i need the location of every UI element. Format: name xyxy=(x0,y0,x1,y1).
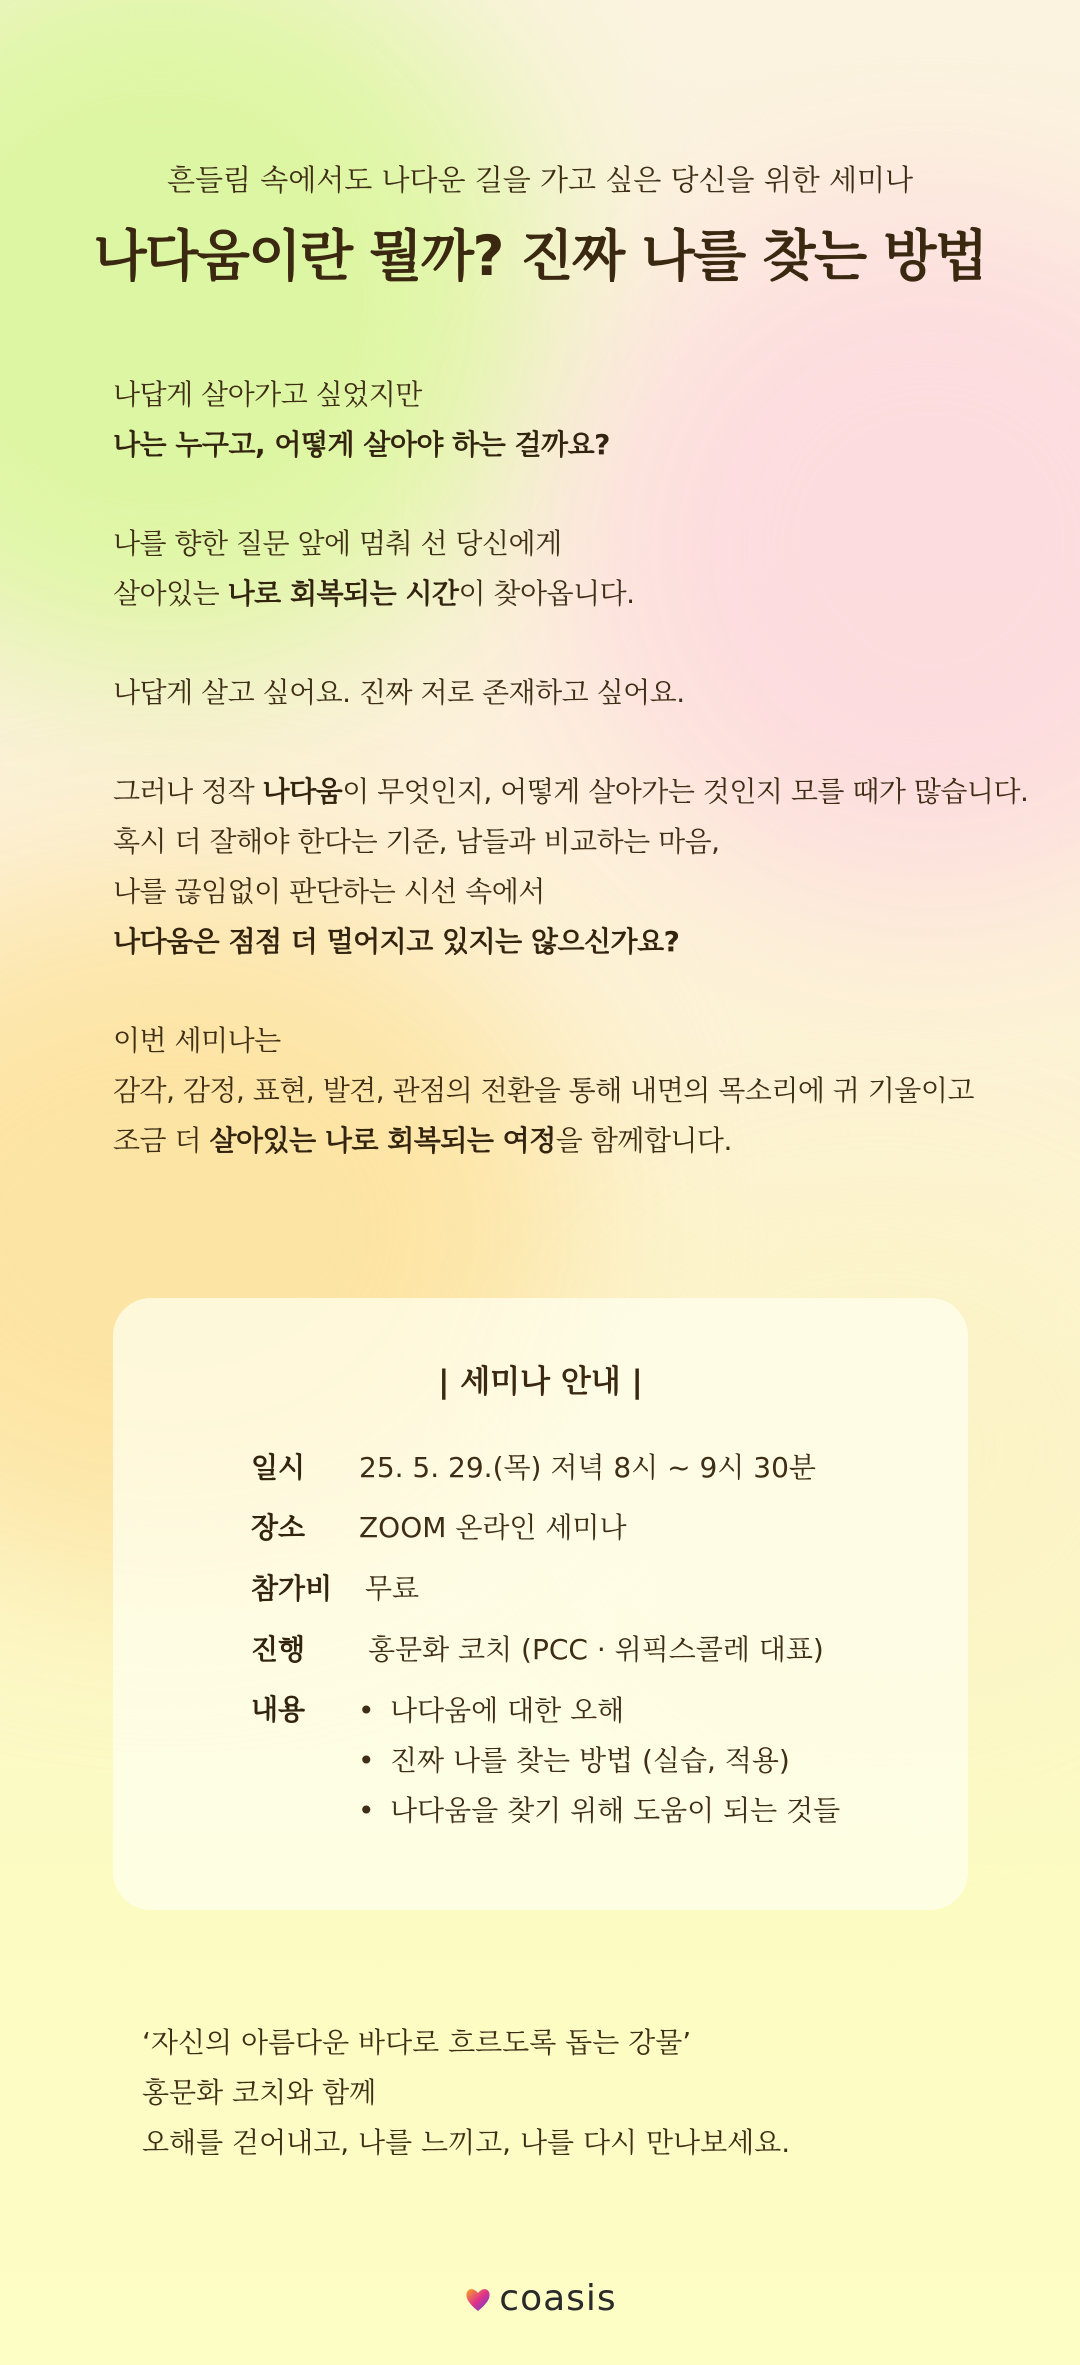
info-label: 진행 xyxy=(251,1633,306,1666)
intro-line: 나를 향한 질문 앞에 멈춰 선 당신에게 xyxy=(113,527,562,560)
closing-message xyxy=(142,2018,790,2168)
intro-line: 나답게 살고 싶어요. 진짜 저로 존재하고 싶어요. xyxy=(113,676,685,709)
text-segment: 이 무엇인지, 어떻게 살아가는 것인지 모를 때가 많습니다. xyxy=(342,775,1029,808)
intro-paragraph-1 xyxy=(113,370,1013,470)
info-row-date xyxy=(251,1446,816,1486)
info-row-host xyxy=(251,1628,824,1668)
page-title: 나다움이란 뭘까? 진짜 나를 찾는 방법 xyxy=(93,224,987,288)
text-segment: 그러나 정작 xyxy=(113,775,263,808)
logo-text: coasis xyxy=(499,2278,617,2319)
intro-line-bold xyxy=(113,917,1013,967)
bold-text: 나다움은 점점 더 멀어지고 있지는 않으신가요? xyxy=(113,925,680,958)
intro-line: 이번 세미나는 xyxy=(113,1024,281,1057)
closing-line: 오해를 걷어내고, 나를 느끼고, 나를 다시 만나보세요. xyxy=(142,2126,791,2159)
page-subtitle: 흔들림 속에서도 나다운 길을 가고 싶은 당신을 위한 세미나 xyxy=(166,163,914,197)
bold-text: 나다움 xyxy=(262,775,343,808)
list-item: • 나다움을 찾기 위해 도움이 되는 것들 xyxy=(358,1794,841,1827)
intro-paragraph-4 xyxy=(113,767,1029,967)
info-value: ZOOM 온라인 세미나 xyxy=(359,1511,627,1544)
content-list xyxy=(358,1686,840,1836)
info-row-place xyxy=(251,1506,627,1546)
bold-text: 나로 회복되는 시간 xyxy=(227,577,459,610)
text-segment: 조금 더 xyxy=(113,1124,210,1157)
list-item: • 나다움에 대한 오해 xyxy=(358,1694,625,1727)
info-value: 25. 5. 29.(목) 저녁 8시 ~ 9시 30분 xyxy=(359,1451,816,1484)
text-segment: 살아있는 xyxy=(113,577,228,610)
intro-paragraph-3 xyxy=(113,668,1013,718)
intro-line-bold xyxy=(113,420,1013,470)
list-item: • 진짜 나를 찾는 방법 (실습, 적용) xyxy=(358,1744,790,1777)
intro-line xyxy=(113,1116,1013,1166)
info-label: 내용 xyxy=(251,1693,306,1726)
info-label: 일시 xyxy=(251,1451,306,1484)
intro-line: 감각, 감정, 표현, 발견, 관점의 전환을 통해 내면의 목소리에 귀 기울이고 xyxy=(113,1074,974,1107)
text-segment: 을 함께합니다. xyxy=(555,1124,732,1157)
intro-line: 혹시 더 잘해야 한다는 기준, 남들과 비교하는 마음, xyxy=(113,825,720,858)
list-item-text: 나다움을 찾기 위해 도움이 되는 것들 xyxy=(390,1794,841,1827)
info-row-fee xyxy=(251,1567,419,1607)
info-label: 참가비 xyxy=(251,1572,333,1605)
bold-text: 나는 누구고, 어떻게 살아야 하는 걸까요? xyxy=(113,428,610,461)
intro-paragraph-2 xyxy=(113,519,1013,619)
info-value: 홍문화 코치 (PCC · 위픽스콜레 대표) xyxy=(368,1633,824,1666)
intro-line xyxy=(113,569,1013,619)
brand-logo xyxy=(0,2278,1080,2319)
seminar-info-title: | 세미나 안내 | xyxy=(438,1364,643,1400)
list-item-text: 나다움에 대한 오해 xyxy=(390,1694,625,1727)
seminar-info-card xyxy=(113,1298,968,1910)
info-label: 장소 xyxy=(251,1511,306,1544)
intro-line: 나답게 살아가고 싶었지만 xyxy=(113,378,422,411)
closing-line: ‘자신의 아름다운 바다로 흐르도록 돕는 강물’ xyxy=(142,2026,692,2059)
info-value: 무료 xyxy=(365,1572,420,1605)
text-segment: 이 찾아옵니다. xyxy=(458,577,635,610)
info-row-content xyxy=(251,1688,359,1728)
closing-line: 홍문화 코치와 함께 xyxy=(142,2076,377,2109)
intro-line: 나를 끊임없이 판단하는 시선 속에서 xyxy=(113,875,545,908)
intro-paragraph-5 xyxy=(113,1016,1013,1166)
heart-logo-icon xyxy=(463,2284,493,2314)
intro-line xyxy=(113,767,1029,817)
list-item-text: 진짜 나를 찾는 방법 (실습, 적용) xyxy=(390,1744,790,1777)
intro-text xyxy=(113,370,1029,1215)
bold-text: 살아있는 나로 회복되는 여정 xyxy=(209,1124,556,1157)
